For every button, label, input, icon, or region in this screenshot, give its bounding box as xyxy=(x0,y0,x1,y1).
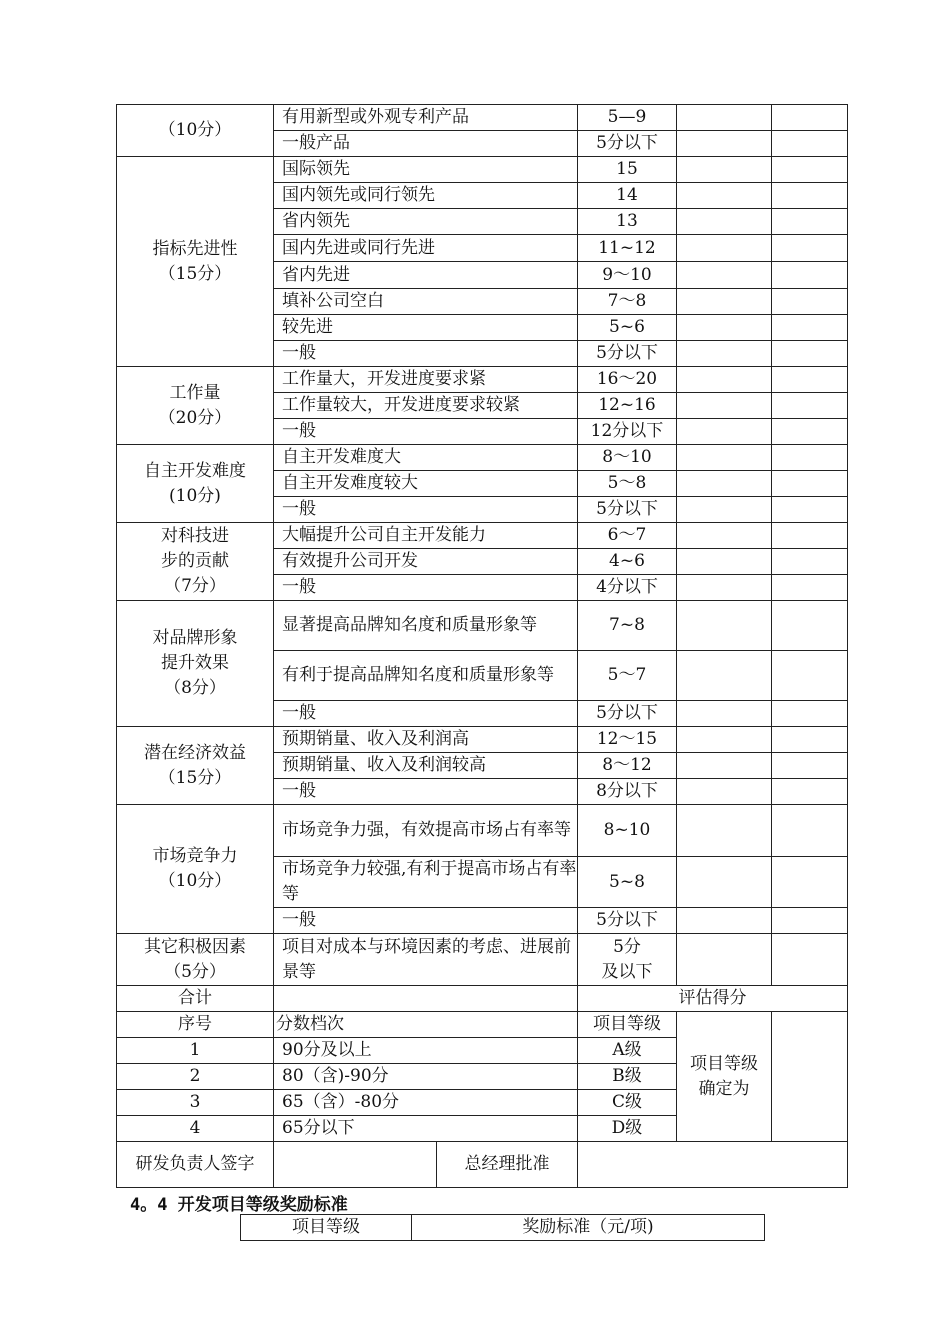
criteria-description: 国际领先 xyxy=(274,157,578,183)
criteria-score: 5~8 xyxy=(578,857,677,908)
score-input-cell[interactable] xyxy=(772,701,848,727)
criteria-description: 一般 xyxy=(274,341,578,367)
score-input-cell[interactable] xyxy=(772,445,848,471)
eval-score-label: 评估得分 xyxy=(578,986,848,1012)
score-input-cell[interactable] xyxy=(772,105,848,131)
grade-determined-label: 项目等级 确定为 xyxy=(677,1012,772,1142)
grade-no: 3 xyxy=(117,1090,274,1116)
criteria-row xyxy=(117,367,848,393)
criteria-description: 自主开发难度较大 xyxy=(274,471,578,497)
criteria-description: 有效提升公司开发 xyxy=(274,549,578,575)
score-input-cell[interactable] xyxy=(772,651,848,701)
criteria-score: 5—9 xyxy=(578,105,677,131)
criteria-category: 指标先进性 （15分） xyxy=(117,157,274,367)
score-input-cell[interactable] xyxy=(677,601,772,651)
total-row xyxy=(117,986,848,1012)
criteria-row xyxy=(117,805,848,857)
score-input-cell[interactable] xyxy=(772,908,848,934)
score-input-cell[interactable] xyxy=(677,934,772,986)
criteria-score: 8～12 xyxy=(578,753,677,779)
score-input-cell[interactable] xyxy=(772,289,848,315)
evaluation-table xyxy=(116,104,848,1188)
score-input-cell[interactable] xyxy=(677,235,772,262)
criteria-score: 7～8 xyxy=(578,289,677,315)
reward-standard-table xyxy=(240,1214,765,1241)
score-input-cell[interactable] xyxy=(677,471,772,497)
total-label: 合计 xyxy=(117,986,274,1012)
gm-approval-label: 总经理批准 xyxy=(437,1142,578,1188)
criteria-description: 较先进 xyxy=(274,315,578,341)
criteria-score: 5分以下 xyxy=(578,497,677,523)
grade-range: 90分及以上 xyxy=(274,1038,578,1064)
score-input-cell[interactable] xyxy=(772,235,848,262)
criteria-category: 对科技进 步的贡献 （7分） xyxy=(117,523,274,601)
criteria-description: 市场竞争力强，有效提高市场占有率等 xyxy=(274,805,578,857)
criteria-row xyxy=(117,105,848,131)
score-input-cell[interactable] xyxy=(677,523,772,549)
criteria-score: 5～7 xyxy=(578,651,677,701)
criteria-description: 一般 xyxy=(274,701,578,727)
criteria-description: 大幅提升公司自主开发能力 xyxy=(274,523,578,549)
criteria-row xyxy=(117,523,848,549)
criteria-score: 12~16 xyxy=(578,393,677,419)
signature-row xyxy=(117,1142,848,1188)
criteria-score: 5～8 xyxy=(578,471,677,497)
criteria-category: 对品牌形象 提升效果 （8分） xyxy=(117,601,274,727)
score-input-cell[interactable] xyxy=(677,289,772,315)
criteria-score: 12分以下 xyxy=(578,419,677,445)
criteria-category: 工作量 （20分） xyxy=(117,367,274,445)
criteria-description: 市场竞争力较强,有利于提高市场占有率等 xyxy=(274,857,578,908)
grade-range: 65（含）-80分 xyxy=(274,1090,578,1116)
criteria-description: 显著提高品牌知名度和质量形象等 xyxy=(274,601,578,651)
score-input-cell[interactable] xyxy=(677,131,772,157)
score-input-cell[interactable] xyxy=(772,183,848,209)
score-input-cell[interactable] xyxy=(772,131,848,157)
reward-header-row xyxy=(241,1215,765,1241)
score-input-cell[interactable] xyxy=(677,157,772,183)
criteria-score: 14 xyxy=(578,183,677,209)
score-input-cell[interactable] xyxy=(677,341,772,367)
score-input-cell[interactable] xyxy=(677,779,772,805)
criteria-description: 一般 xyxy=(274,497,578,523)
grade-level: C级 xyxy=(578,1090,677,1116)
criteria-description: 预期销量、收入及利润较高 xyxy=(274,753,578,779)
criteria-description: 有用新型或外观专利产品 xyxy=(274,105,578,131)
criteria-score: 4分以下 xyxy=(578,575,677,601)
criteria-row xyxy=(117,445,848,471)
grade-range: 80（含)-90分 xyxy=(274,1064,578,1090)
criteria-description: 预期销量、收入及利润高 xyxy=(274,727,578,753)
grade-level: D级 xyxy=(578,1116,677,1142)
score-input-cell[interactable] xyxy=(772,209,848,235)
score-input-cell[interactable] xyxy=(677,183,772,209)
criteria-score: 8～10 xyxy=(578,445,677,471)
criteria-score: 5分以下 xyxy=(578,701,677,727)
grade-no: 4 xyxy=(117,1116,274,1142)
criteria-score: 5~6 xyxy=(578,315,677,341)
criteria-description: 填补公司空白 xyxy=(274,289,578,315)
criteria-description: 一般 xyxy=(274,575,578,601)
grade-no: 2 xyxy=(117,1064,274,1090)
score-input-cell[interactable] xyxy=(677,651,772,701)
criteria-description: 一般产品 xyxy=(274,131,578,157)
score-input-cell[interactable] xyxy=(677,727,772,753)
score-input-cell[interactable] xyxy=(677,445,772,471)
criteria-description: 国内先进或同行先进 xyxy=(274,235,578,262)
criteria-row xyxy=(117,727,848,753)
criteria-score: 5分以下 xyxy=(578,341,677,367)
score-input-cell[interactable] xyxy=(772,575,848,601)
score-input-cell[interactable] xyxy=(677,549,772,575)
criteria-description: 工作量大，开发进度要求紧 xyxy=(274,367,578,393)
criteria-description: 一般 xyxy=(274,419,578,445)
criteria-description: 一般 xyxy=(274,908,578,934)
grade-header-row xyxy=(117,1012,848,1038)
criteria-score: 8~10 xyxy=(578,805,677,857)
criteria-score: 7~8 xyxy=(578,601,677,651)
rd-lead-signature-field[interactable] xyxy=(274,1142,437,1188)
grade-level: A级 xyxy=(578,1038,677,1064)
score-input-cell[interactable] xyxy=(677,367,772,393)
score-input-cell[interactable] xyxy=(677,393,772,419)
criteria-description: 省内领先 xyxy=(274,209,578,235)
criteria-score: 16～20 xyxy=(578,367,677,393)
rd-lead-label: 研发负责人签字 xyxy=(117,1142,274,1188)
criteria-score: 5分以下 xyxy=(578,908,677,934)
grade-no: 1 xyxy=(117,1038,274,1064)
criteria-description: 项目对成本与环境因素的考虑、进展前景等 xyxy=(274,934,578,986)
criteria-description: 省内先进 xyxy=(274,262,578,289)
total-value-cell[interactable] xyxy=(274,986,578,1012)
score-input-cell[interactable] xyxy=(677,209,772,235)
score-input-cell[interactable] xyxy=(772,934,848,986)
criteria-description: 有利于提高品牌知名度和质量形象等 xyxy=(274,651,578,701)
score-input-cell[interactable] xyxy=(772,857,848,908)
criteria-score: 8分以下 xyxy=(578,779,677,805)
criteria-score: 5分以下 xyxy=(578,131,677,157)
grade-range: 65分以下 xyxy=(274,1116,578,1142)
criteria-row xyxy=(117,601,848,651)
score-input-cell[interactable] xyxy=(772,393,848,419)
criteria-category: 市场竞争力 （10分） xyxy=(117,805,274,934)
score-input-cell[interactable] xyxy=(772,601,848,651)
score-input-cell[interactable] xyxy=(772,367,848,393)
score-input-cell[interactable] xyxy=(772,471,848,497)
score-input-cell[interactable] xyxy=(677,753,772,779)
score-input-cell[interactable] xyxy=(772,753,848,779)
section-heading: 4。4 开发项目等级奖励标准 xyxy=(130,1195,348,1215)
grade-determined-value[interactable] xyxy=(772,1012,848,1142)
grade-header-range: 分数档次 xyxy=(274,1012,578,1038)
criteria-score: 9～10 xyxy=(578,262,677,289)
criteria-score: 13 xyxy=(578,209,677,235)
score-input-cell[interactable] xyxy=(772,419,848,445)
score-input-cell[interactable] xyxy=(677,701,772,727)
criteria-score: 15 xyxy=(578,157,677,183)
score-input-cell[interactable] xyxy=(772,727,848,753)
criteria-description: 一般 xyxy=(274,779,578,805)
criteria-row xyxy=(117,934,848,986)
reward-header-standard: 奖励标准（元/项) xyxy=(412,1215,765,1241)
criteria-category: 自主开发难度 (10分) xyxy=(117,445,274,523)
criteria-score: 11~12 xyxy=(578,235,677,262)
grade-header-level: 项目等级 xyxy=(578,1012,677,1038)
criteria-body xyxy=(117,105,848,986)
gm-approval-signature-field[interactable] xyxy=(578,1142,848,1188)
score-input-cell[interactable] xyxy=(772,341,848,367)
score-input-cell[interactable] xyxy=(677,575,772,601)
summary-body xyxy=(117,986,848,1188)
score-input-cell[interactable] xyxy=(772,315,848,341)
criteria-category: 其它积极因素 （5分） xyxy=(117,934,274,986)
grade-level: B级 xyxy=(578,1064,677,1090)
criteria-score: 6～7 xyxy=(578,523,677,549)
score-input-cell[interactable] xyxy=(772,157,848,183)
criteria-category: （10分） xyxy=(117,105,274,157)
score-input-cell[interactable] xyxy=(677,908,772,934)
score-input-cell[interactable] xyxy=(677,315,772,341)
criteria-score: 12～15 xyxy=(578,727,677,753)
criteria-score: 4~6 xyxy=(578,549,677,575)
criteria-category: 潜在经济效益 （15分） xyxy=(117,727,274,805)
score-input-cell[interactable] xyxy=(677,805,772,857)
score-input-cell[interactable] xyxy=(677,497,772,523)
criteria-description: 自主开发难度大 xyxy=(274,445,578,471)
criteria-description: 工作量较大，开发进度要求较紧 xyxy=(274,393,578,419)
score-input-cell[interactable] xyxy=(772,805,848,857)
criteria-row xyxy=(117,157,848,183)
score-input-cell[interactable] xyxy=(677,262,772,289)
grade-header-no: 序号 xyxy=(117,1012,274,1038)
score-input-cell[interactable] xyxy=(772,497,848,523)
criteria-score: 5分 及以下 xyxy=(578,934,677,986)
score-input-cell[interactable] xyxy=(677,419,772,445)
score-input-cell[interactable] xyxy=(677,105,772,131)
score-input-cell[interactable] xyxy=(772,262,848,289)
score-input-cell[interactable] xyxy=(772,523,848,549)
reward-header-level: 项目等级 xyxy=(241,1215,412,1241)
score-input-cell[interactable] xyxy=(772,779,848,805)
score-input-cell[interactable] xyxy=(772,549,848,575)
score-input-cell[interactable] xyxy=(677,857,772,908)
criteria-description: 国内领先或同行领先 xyxy=(274,183,578,209)
